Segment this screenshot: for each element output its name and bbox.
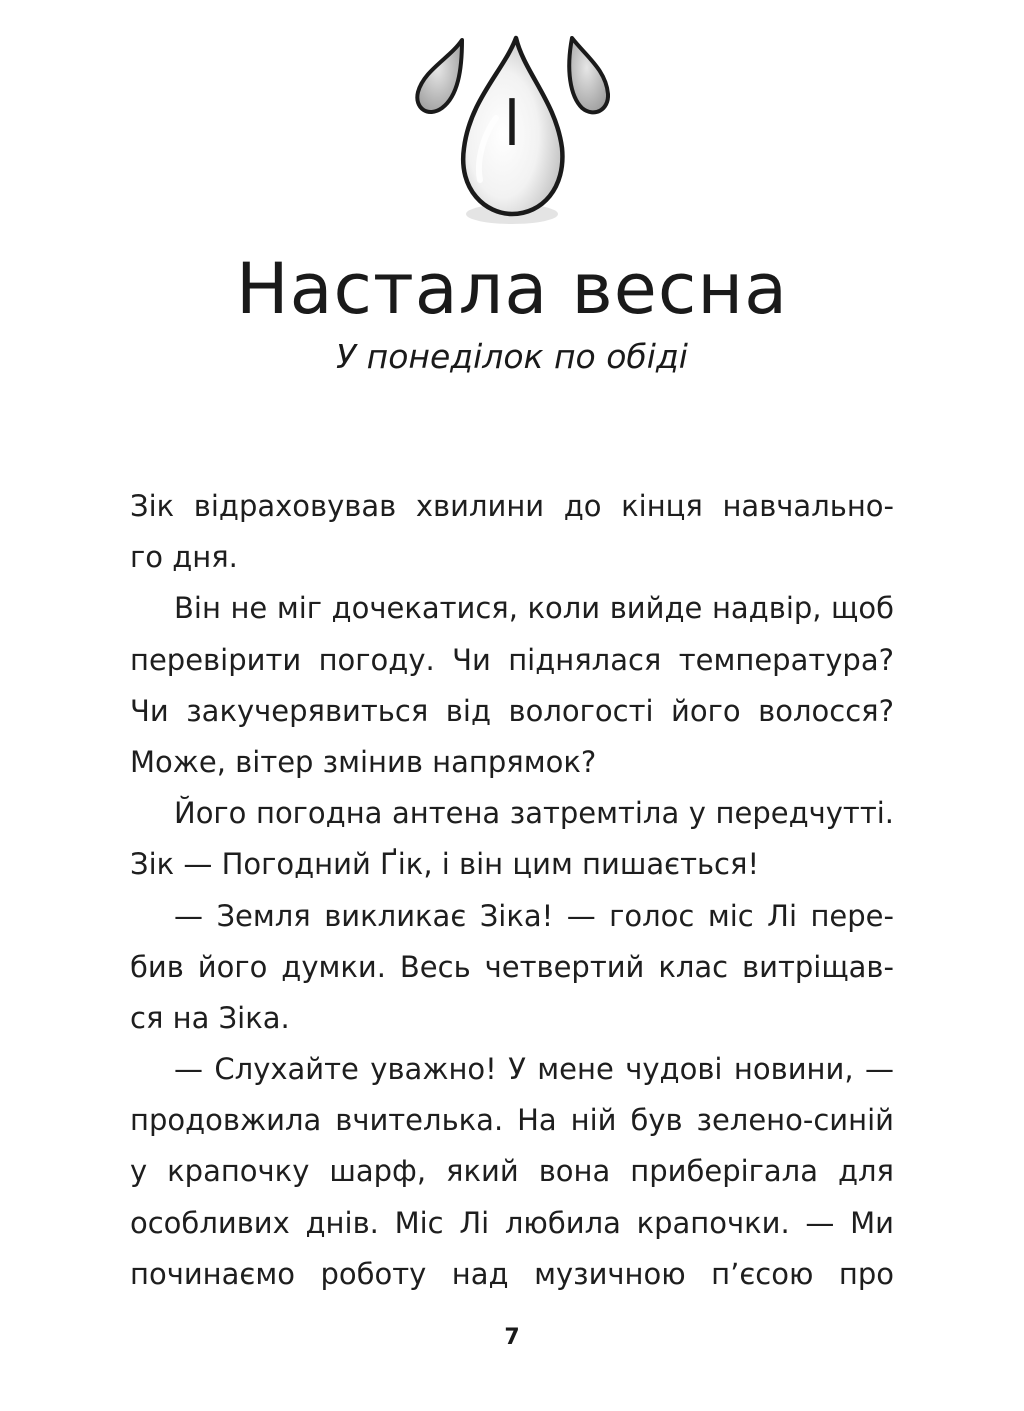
chapter-subtitle: У понеділок по обіді: [336, 337, 688, 376]
text-line: починаємо роботу над музичною п’єсою про: [130, 1256, 894, 1291]
text-line: Зік — Погодний Ґік, і він цим пишається!: [130, 847, 760, 882]
text-line: Може, вітер змінив напрямок?: [130, 744, 597, 779]
text-line: го дня.: [130, 540, 238, 575]
page-number: 7: [504, 1325, 520, 1350]
body-text: [130, 481, 894, 1300]
text-line: перевірити погоду. Чи піднялася температура?: [130, 642, 894, 677]
text-line: Зік відраховував хвилини до кінця навчально-: [130, 489, 894, 523]
text-line: Він не міг дочекатися, коли вийде надвір, щоб: [174, 591, 894, 626]
text-line: бив його думки. Весь четвертий клас витріщав-: [130, 949, 894, 984]
text-line: у крапочку шарф, який вона приберігала для: [130, 1154, 894, 1189]
text-line: Чи закучерявиться від вологості його волосся?: [130, 693, 894, 728]
text-line: — Слухайте уважно! У мене чудові новини, —: [174, 1052, 894, 1087]
text-line: — Земля викликає Зіка! — голос міс Лі пере-: [174, 898, 894, 933]
chapter-number: I: [506, 87, 518, 161]
chapter-title: Настала весна: [235, 248, 789, 330]
text-line: продовжила вчителька. На ній був зелено-синій: [130, 1103, 894, 1138]
text-line: особливих днів. Міс Лі любила крапочки. — Ми: [130, 1205, 894, 1240]
text-line: ся на Зіка.: [130, 1000, 290, 1035]
text-line: Його погодна антена затремтіла у передчутті.: [174, 796, 894, 831]
